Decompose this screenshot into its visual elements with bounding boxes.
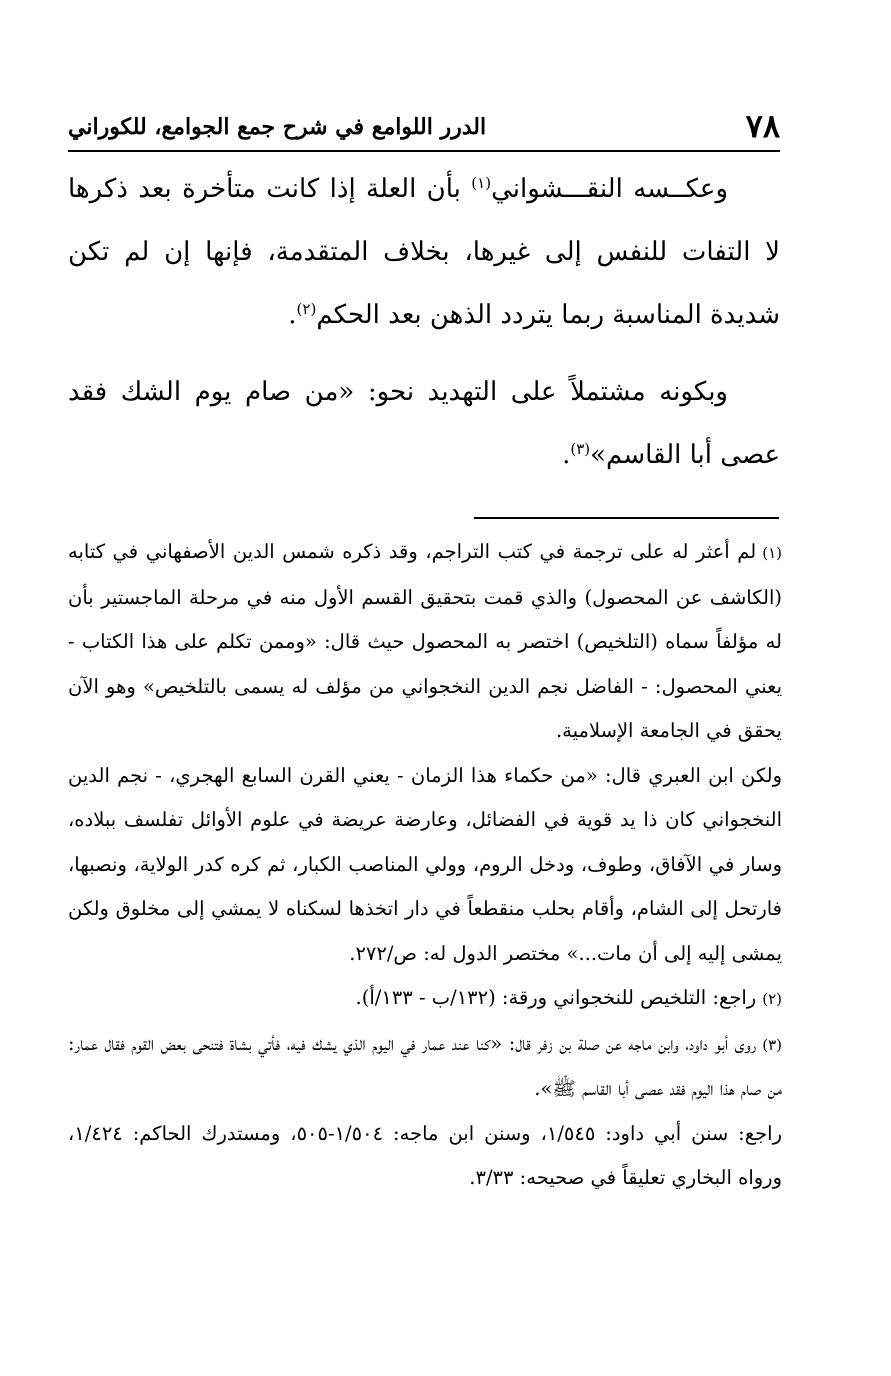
para1-text-1: وعكــسه النقـــشواني [491,174,728,204]
para1-text-2: بأن العلة إذا كانت متأخرة بعد ذكرها لا التفات للنفس إلى غيرها، بخلاف المتقدمة، فإنها إن لم تكن شديدة المناسبة ربما يتردد الذهن بعد الحكم [68,174,780,330]
main-text [68,158,780,487]
footnote-3 [68,1022,782,1112]
footnote-1-text: لم أعثر له على ترجمة في كتب التراجم، وقد ذكره شمس الدين الأصفهاني في كتابه (الكاشف عن المحصول) والذي قمت بتحقيق القسم الأول منه في مرحلة الماجستير بأن له مؤلفاً سماه (التلخيص) اختصر به المحصول حيث قال: «وممن تكلم على هذا الكتاب - يعني المحصول: - الفاضل نجم الدين النخجواني من مؤلف له يسمى بالتلخيص» وهو الآن يحقق في الجامعة الإسلامية. [68,540,782,742]
header-rule [68,150,780,152]
body-paragraph-2 [68,361,780,487]
running-header [68,106,780,148]
footnote-3-continuation-text: راجع: سنن أبي داود: ١/٥٤٥، وسنن ابن ماجه: ١/٥٠٤-٥٠٥، ومستدرك الحاكم: ١/٤٢٤، ورواه البخاري تعليقاً في صحيحه: ٣/٣٣. [68,1121,782,1189]
running-title: الدرر اللوامع في شرح جمع الجوامع، للكوراني [68,114,487,140]
para2-text: وبكونه مشتملاً على التهديد نحو: «من صام يوم الشك فقد عصى أبا القاسم» [68,377,780,470]
footnote-3-marker: (٣) [762,1035,782,1054]
footnote-ref-2: (٢) [296,300,317,318]
body-paragraph-1 [68,158,780,347]
footnote-1-continuation-text: ولكن ابن العبري قال: «من حكماء هذا الزمان - يعني القرن السابع الهجري، - نجم الدين النخجواني كان ذا يد قوية في الفضائل، وعارضة عريضة في علوم الأوائل تفلسف ببلاده، وسار في الآفاق، وطوف، ودخل الروم، وولي المناصب الكبار، ثم كره كدر الولاية، ونصبها، فارتحل إلى الشام، وأقام بحلب منقطعاً في دار اتخذها لسكناه لا يمشي إلى مخلوق ولكن يمشى إليه إلى أن مات...» مختصر الدول له: ص/٢٧٢. [68,763,782,965]
footnote-1 [68,530,782,754]
para1-end: . [288,300,297,330]
page-number: ٧٨ [745,107,780,145]
footnote-3-text: روى أبو داود، وابن ماجه عن صلة بن زفر قال: «كنا عند عمار في اليوم الذي يشك فيه، فأتي بشاة فتنحى بعض القوم فقال عمار: من صام هذا اليوم فقد عصى أبا القاسم ﷺ». [68,1031,782,1100]
footnote-ref-3: (٣) [570,440,591,458]
footnote-ref-1: (١) [471,174,492,192]
footnote-2-marker: (٢) [762,990,782,1008]
footnote-1-marker: (١) [762,544,782,562]
footnotes [68,530,782,1201]
para2-end: . [562,440,571,470]
footnote-1-continuation [68,754,782,977]
footnote-3-continuation [68,1112,782,1201]
footnote-rule [474,517,779,519]
footnote-2 [68,976,782,1022]
footnote-2-text: راجع: التلخيص للنخجواني ورقة: (١٣٢/ب - ١٣٣/أ). [355,986,757,1009]
